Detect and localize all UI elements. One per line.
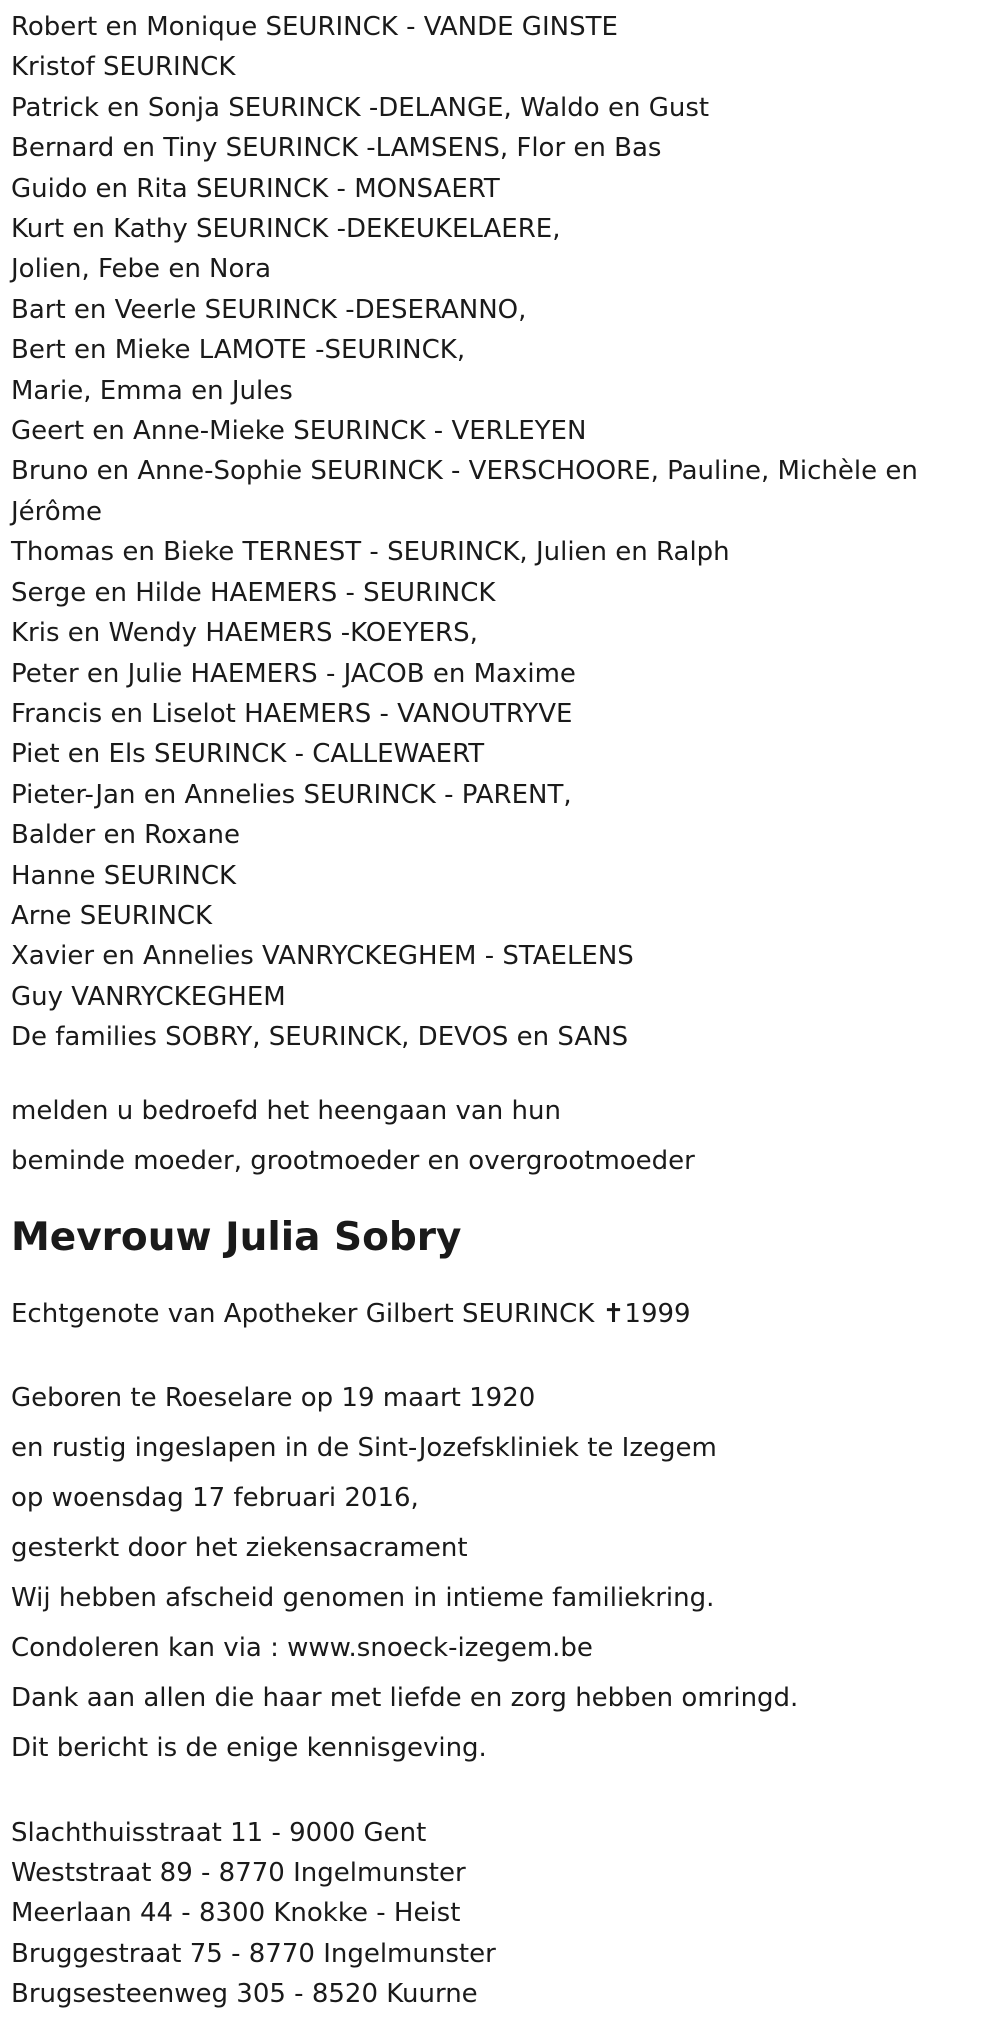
family-member: Bert en Mieke LAMOTE -SEURINCK,: [11, 335, 466, 366]
address-line: Weststraat 89 - 8770 Ingelmunster: [11, 1857, 466, 1888]
family-member: Kris en Wendy HAEMERS -KOEYERS,: [11, 618, 478, 649]
spouse-death-year: 1999: [624, 1298, 691, 1329]
family-member: Marie, Emma en Jules: [11, 375, 293, 406]
address-line: Bruggestraat 75 - 8770 Ingelmunster: [11, 1938, 496, 1969]
family-member: Guy VANRYCKEGHEM: [11, 981, 286, 1012]
family-member: Robert en Monique SEURINCK - VANDE GINSTE: [11, 12, 618, 42]
family-member: Bart en Veerle SEURINCK -DESERANNO,: [11, 294, 527, 325]
family-member: Patrick en Sonja SEURINCK -DELANGE, Waldo en Gust: [11, 92, 710, 123]
spouse-text: Echtgenote van Apotheker Gilbert SEURINCK: [11, 1298, 595, 1329]
detail-line: en rustig ingeslapen in de Sint-Jozefskliniek te Izegem: [11, 1432, 717, 1463]
family-member: Arne SEURINCK: [11, 900, 213, 931]
family-member: Francis en Liselot HAEMERS - VANOUTRYVE: [11, 698, 573, 729]
family-member: Geert en Anne-Mieke SEURINCK - VERLEYEN: [11, 416, 587, 447]
addresses-list: [11, 1813, 1000, 2015]
intro-line: beminde moeder, grootmoeder en overgrootmoeder: [11, 1145, 695, 1176]
family-member: Hanne SEURINCK: [11, 860, 237, 891]
family-member: Pieter-Jan en Annelies SEURINCK - PARENT,: [11, 779, 572, 810]
intro-line: melden u bedroefd het heengaan van hun: [11, 1095, 561, 1126]
cross-icon: ✝: [602, 1298, 625, 1329]
detail-line: gesterkt door het ziekensacrament: [11, 1532, 468, 1563]
detail-line: Dit bericht is de enige kennisgeving.: [11, 1732, 487, 1763]
obituary-details: [11, 1373, 1000, 1773]
spouse-line: [11, 1289, 1000, 1339]
family-member: Serge en Hilde HAEMERS - SEURINCK: [11, 577, 496, 608]
family-member: Guido en Rita SEURINCK - MONSAERT: [11, 173, 500, 204]
family-member: Kurt en Kathy SEURINCK -DEKEUKELAERE,: [11, 214, 561, 245]
detail-line: Wij hebben afscheid genomen in intieme familiekring.: [11, 1582, 715, 1613]
family-member: Peter en Julie HAEMERS - JACOB en Maxime: [11, 658, 576, 689]
address-line: Slachthuisstraat 11 - 9000 Gent: [11, 1817, 427, 1848]
address-line: Brugsesteenweg 305 - 8520 Kuurne: [11, 1979, 478, 2010]
family-member: Piet en Els SEURINCK - CALLEWAERT: [11, 739, 485, 770]
family-member: Bernard en Tiny SEURINCK -LAMSENS, Flor en Bas: [11, 133, 662, 164]
family-members-list: [11, 0, 1000, 1058]
family-member: Balder en Roxane: [11, 820, 240, 851]
family-member: Kristof SEURINCK: [11, 52, 236, 83]
family-member: Xavier en Annelies VANRYCKEGHEM - STAELENS: [11, 941, 634, 972]
family-member: Thomas en Bieke TERNEST - SEURINCK, Julien en Ralph: [11, 537, 730, 568]
address-line: Meerlaan 44 - 8300 Knokke - Heist: [11, 1898, 461, 1929]
family-member: Jolien, Febe en Nora: [11, 254, 272, 285]
family-member: De families SOBRY, SEURINCK, DEVOS en SANS: [11, 1022, 629, 1053]
detail-line: Dank aan allen die haar met liefde en zorg hebben omringd.: [11, 1682, 799, 1713]
detail-line: Geboren te Roeselare op 19 maart 1920: [11, 1382, 536, 1413]
detail-line: op woensdag 17 februari 2016,: [11, 1482, 419, 1513]
family-member: Bruno en Anne-Sophie SEURINCK - VERSCHOORE, Pauline, Michèle en Jérôme: [11, 456, 918, 527]
announcement-intro: [11, 1086, 1000, 1186]
deceased-name: Mevrouw Julia Sobry: [11, 1214, 462, 1260]
detail-line: Condoleren kan via : www.snoeck-izegem.be: [11, 1632, 593, 1663]
